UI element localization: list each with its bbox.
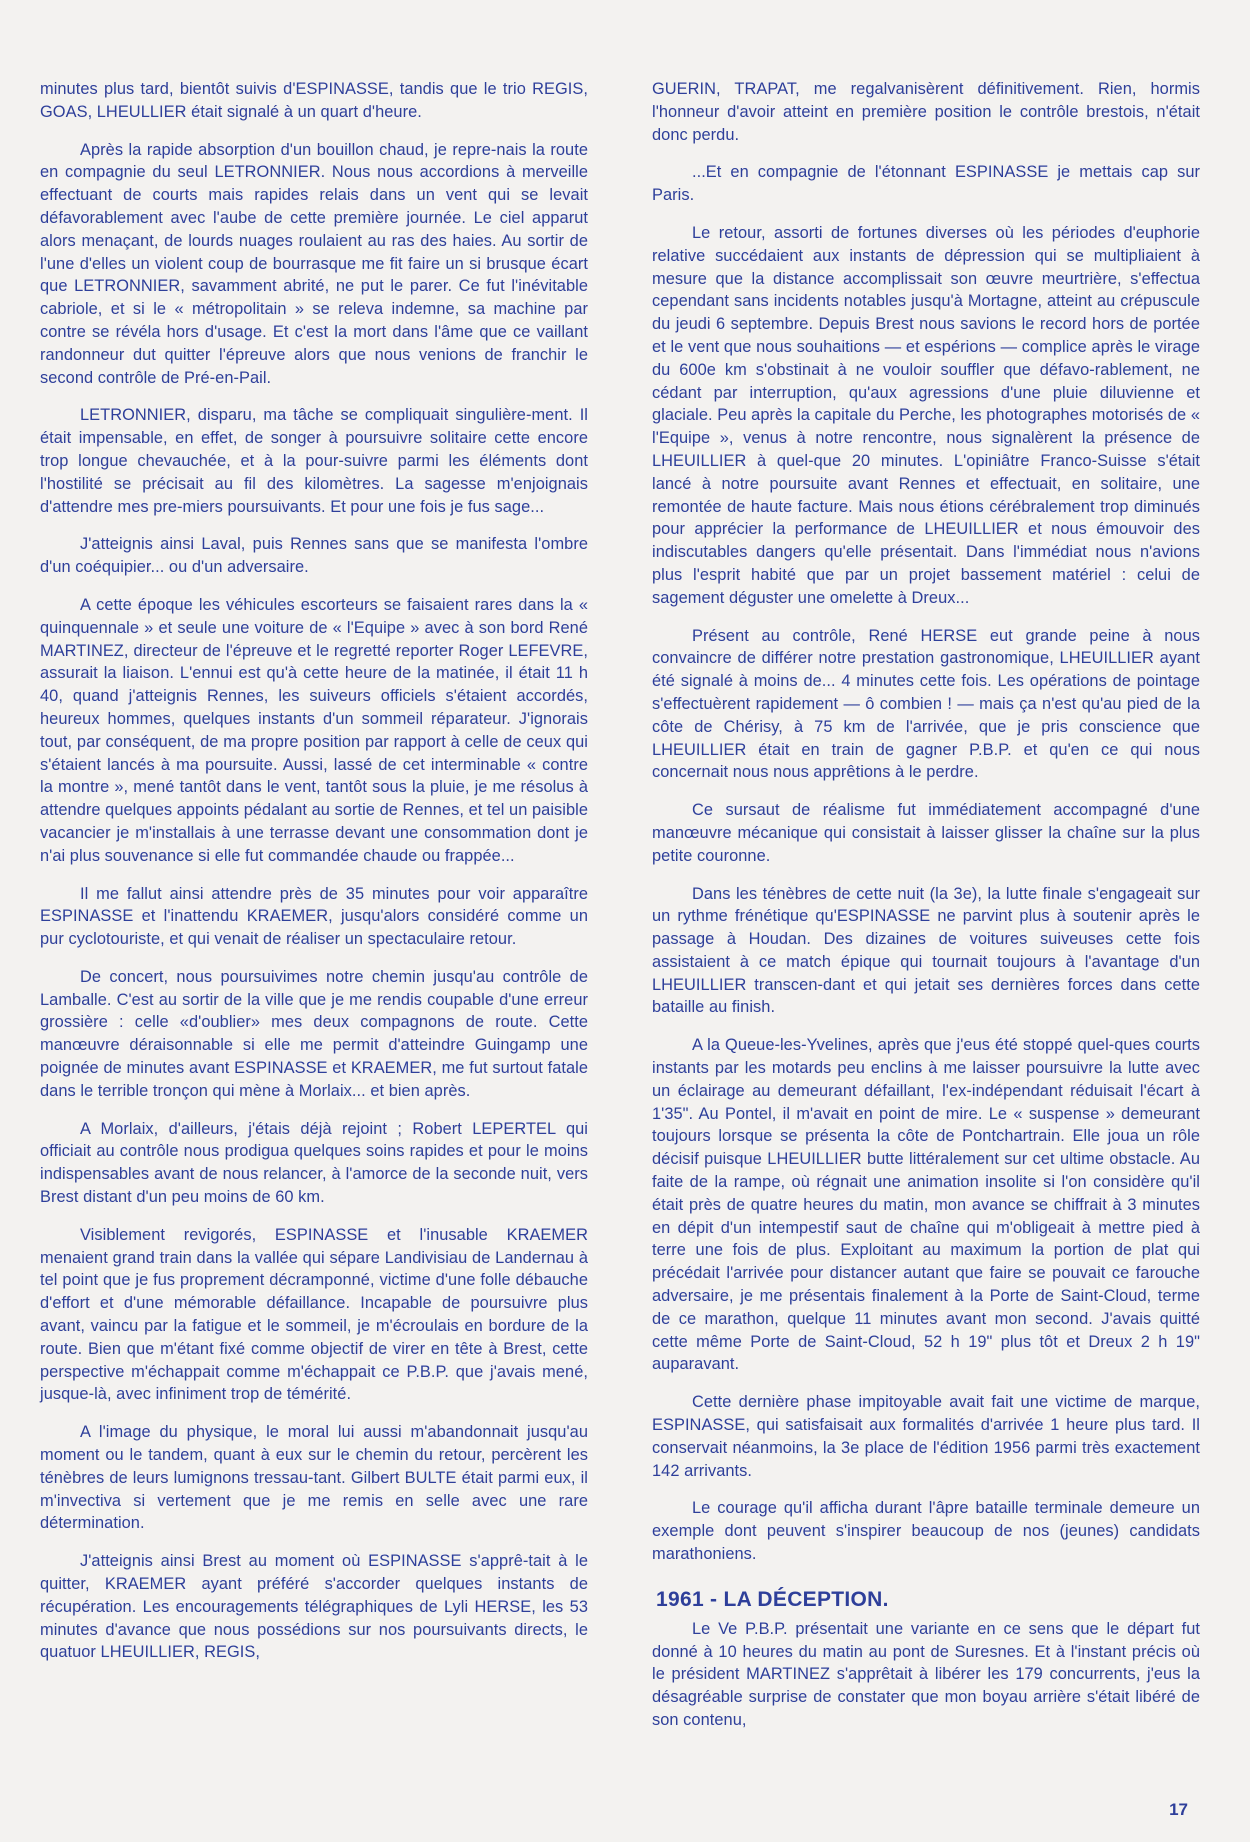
paragraph: LETRONNIER, disparu, ma tâche se compliquait singulière-ment. Il était impensable, en effet, de songer à poursuivre solitaire cette encore trop longue chevauchée, et à la pour-suivre parmi les éléments dont l'hostilité se précisait au fil des kilomètres. La sagesse m'enjoignais d'attendre mes pre-miers poursuivants. Et pour une fois je fus sage... [40,406,588,516]
paragraph: A l'image du physique, le moral lui aussi m'abandonnait jusqu'au moment ou le tandem, quant à eux sur le chemin du retour, percèrent les ténèbres de leurs lumignons tressau-tant. Gilbert BULTE était parmi eux, il m'invectiva si vertement que je me remis en selle avec une rare détermination. [40,1423,588,1533]
paragraph: A Morlaix, d'ailleurs, j'étais déjà rejoint ; Robert LEPERTEL qui officiait au contrôle nous prodigua quelques soins rapides et pour le moins indispensables avant de nous relancer, à l'amorce de la seconde nuit, vers Brest distant d'un peu moins de 60 km. [40,1119,588,1207]
right-column [652,78,1200,1747]
paragraph: Dans les ténèbres de cette nuit (la 3e), la lutte finale s'engageait sur un rythme frénétique qu'ESPINASSE ne parvint plus à soutenir après le passage à Houdan. Des dizaines de voitures suiveuses cette fois assistaient à ce match épique qui tournait toujours à l'avantage d'un LHEUILLIER transcen-dant et qui jetait ses dernières forces dans cette bataille au finish. [652,884,1200,1017]
paragraph: Ce sursaut de réalisme fut immédiatement accompagné d'une manœuvre mécanique qui consistait à laisser glisser la chaîne sur la plus petite couronne. [652,801,1200,865]
paragraph: A cette époque les véhicules escorteurs se faisaient rares dans la « quinquennale » et seule une voiture de « l'Equipe » avec à son bord René MARTINEZ, directeur de l'épreuve et le regretté reporter Roger LEFEVRE, assurait la liaison. L'ennui est qu'à cette heure de la matinée, il était 11 h 40, quand j'atteignis Rennes, les suiveurs officiels s'étaient accordés, heureux hommes, quelques instants d'un sommeil réparateur. J'ignorais tout, par conséquent, de ma propre position par rapport à celle de ceux qui s'étaient lancés à ma poursuite. Aussi, lassé de cet interminable « contre la montre », mené tantôt dans le vent, tantôt sous la pluie, je me résolus à attendre quelques appoints pédalant au sortie de Rennes, et tel un paisible vacancier je m'installais à une terrasse devant une consommation dont je n'ai plus souvenance si elle fut commandée chaude ou frappée... [40,595,588,865]
paragraph: minutes plus tard, bientôt suivis d'ESPINASSE, tandis que le trio REGIS, GOAS, LHEULLIER était signalé à un quart d'heure. [40,80,588,121]
paragraph: GUERIN, TRAPAT, me regalvanisèrent définitivement. Rien, hormis l'honneur d'avoir atteint en première position le contrôle brestois, n'était donc perdu. [652,80,1200,144]
paragraph: Le Ve P.B.P. présentait une variante en ce sens que le départ fut donné à 10 heures du matin au pont de Suresnes. Et à l'instant précis où le président MARTINEZ s'apprêtait à libérer les 179 concurrents, j'eus la désagréable surprise de constater que mon boyau arrière s'était libéré de son contenu, [652,1619,1200,1729]
left-column [40,78,588,1679]
paragraph: ...Et en compagnie de l'étonnant ESPINASSE je mettais cap sur Paris. [652,163,1200,205]
paragraph: Présent au contrôle, René HERSE eut grande peine à nous convaincre de différer notre prestation gastronomique, LHEUILLIER ayant été signalé à moins de... 4 minutes cette fois. Les opérations de pointage s'effectuèrent rapidement — ô combien ! — mais ça n'est qu'au pied de la côte de Chérisy, à 75 km de l'arrivée, que je pris conscience que LHEUILLIER était en train de gagner P.B.P. et qu'en ce qui nous concernait nous nous apprêtions à le perdre. [652,626,1200,782]
paragraph: Le retour, assorti de fortunes diverses où les périodes d'euphorie relative succédaient aux instants de dépression qui se multipliaient à mesure que la distance accomplissait son œuvre meurtrière, s'effectua cependant sans incidents notables jusqu'à Mortagne, atteint au crépuscule du jeudi 6 septembre. Depuis Brest nous savions le record hors de portée et le vent que nous souhaitions — et espérions — complice après le virage du 600e km s'obstinait à ne vouloir souffler que défavo-rablement, ne cédant par interruption, qu'aux agressions d'une pluie diluvienne et glaciale. Peu après la capitale du Perche, les photographes motorisés de « l'Equipe », venus à notre rencontre, nous signalèrent la présence de LHEUILLIER à quel-que 20 minutes. L'opiniâtre Franco-Suisse s'était lancé à notre poursuite avant Rennes et effectuait, en solitaire, une remontée de haute facture. Mais nous étions cérébralement trop diminués pour apprécier la performance de LHEUILLIER et nous émouvoir des indiscutables dangers qu'elle présentait. Dans l'immédiat nous n'avions plus l'esprit habité que par un projet bassement matériel : celui de sagement déguster une omelette à Dreux... [652,223,1200,607]
section-heading: 1961 - LA DÉCEPTION. [656,1587,889,1611]
paragraph: A la Queue-les-Yvelines, après que j'eus été stoppé quel-ques courts instants par les motards peu enclins à me laisser poursuivre la lutte avec un éclairage au demeurant défaillant, l'ex-indépendant réduisait l'écart à 1'35". Au Pontel, il m'avait en point de mire. Le « suspense » demeurant toujours lorsque se présenta la côte de Pontchartrain. Elle joua un rôle décisif puisque LHEUILLIER butte littéralement sur cet ultime obstacle. Au faite de la rampe, où régnait une animation insolite si l'on considère qu'il était près de quatre heures du matin, mon avance se chiffrait à 3 minutes en dépit d'un intempestif saut de chaîne qui m'obligeait à mettre pied à terre une fois de plus. Exploitant au maximum la portion de plat qui précédait l'arrivée pour distancer autant que faire se pouvait ce farouche adversaire, je me présentais finalement à la Porte de Saint-Cloud, terme de ce marathon, quelque 11 minutes avant mon second. J'avais quitté cette même Porte de Saint-Cloud, 52 h 19" plus tôt et Dreux 2 h 19" auparavant. [652,1036,1200,1374]
paragraph: J'atteignis ainsi Brest au moment où ESPINASSE s'apprê-tait à le quitter, KRAEMER ayant préféré s'accorder quelques instants de récupération. Les encouragements télégraphiques de Lyli HERSE, les 53 minutes d'avance que nous possédions sur nos poursuivants directs, le quatuor LHEUILLIER, REGIS, [40,1552,588,1662]
paragraph: Le courage qu'il afficha durant l'âpre bataille terminale demeure un exemple dont peuvent s'inspirer beaucoup de nos (jeunes) candidats marathoniens. [652,1499,1200,1564]
paragraph: J'atteignis ainsi Laval, puis Rennes sans que se manifesta l'ombre d'un coéquipier... ou d'un adversaire. [40,535,588,577]
paragraph: Il me fallut ainsi attendre près de 35 minutes pour voir apparaître ESPINASSE et l'inattendu KRAEMER, jusqu'alors considéré comme un pur cyclotouriste, et qui venait de réaliser un spectaculaire retour. [40,884,588,949]
paragraph: Après la rapide absorption d'un bouillon chaud, je repre-nais la route en compagnie du seul LETRONNIER. Nous nous accordions à merveille effectuant de courts mais rapides relais dans un vent qui se levait défavorablement avec l'aube de cette première journée. Le ciel apparut alors menaçant, de lourds nuages roulaient au ras des haies. Au sortir de l'une d'elles un violent coup de bourrasque me fit faire un si brusque écart que LETRONNIER, savamment abrité, ne put le parer. Ce fut l'inévitable cabriole, et si le « métropolitain » se releva indemne, sa machine par contre se révéla hors d'usage. Et c'est la mort dans l'âme que ce vaillant randonneur dut quitter l'épreuve alors que nous venions de franchir le second contrôle de Pré-en-Pail. [40,140,588,387]
page-number: 17 [1169,1800,1188,1819]
paragraph: De concert, nous poursuivimes notre chemin jusqu'au contrôle de Lamballe. C'est au sortir de la ville que je me rendis coupable d'une erreur grossière : celle «d'oublier» mes deux compagnons de route. Cette manœuvre déraisonnable si elle me permit d'atteindre Guingamp une poignée de minutes avant ESPINASSE et KRAEMER, me fut surtout fatale dans le terrible tronçon qui mène à Morlaix... et bien après. [40,967,588,1100]
paragraph: Visiblement revigorés, ESPINASSE et l'inusable KRAEMER menaient grand train dans la vallée qui sépare Landivisiau de Landernau à tel point que je fus proprement décramponné, victime d'une folle débauche d'effort et d'une mémorable défaillance. Incapable de poursuivre plus avant, vaincu par la fatigue et le sommeil, je m'écroulais en bordure de la route. Bien que m'étant fixé comme objectif de virer en tête à Brest, cette perspective m'échappait comme m'échappait ce P.B.P. que j'avais mené, jusque-là, avec infiniment trop de témérité. [40,1225,588,1404]
paragraph: Cette dernière phase impitoyable avait fait une victime de marque, ESPINASSE, qui satisfaisait aux formalités d'arrivée 1 heure plus tard. Il conservait néanmoins, la 3e place de l'édition 1956 parmi très exactement 142 arrivants. [652,1393,1200,1480]
